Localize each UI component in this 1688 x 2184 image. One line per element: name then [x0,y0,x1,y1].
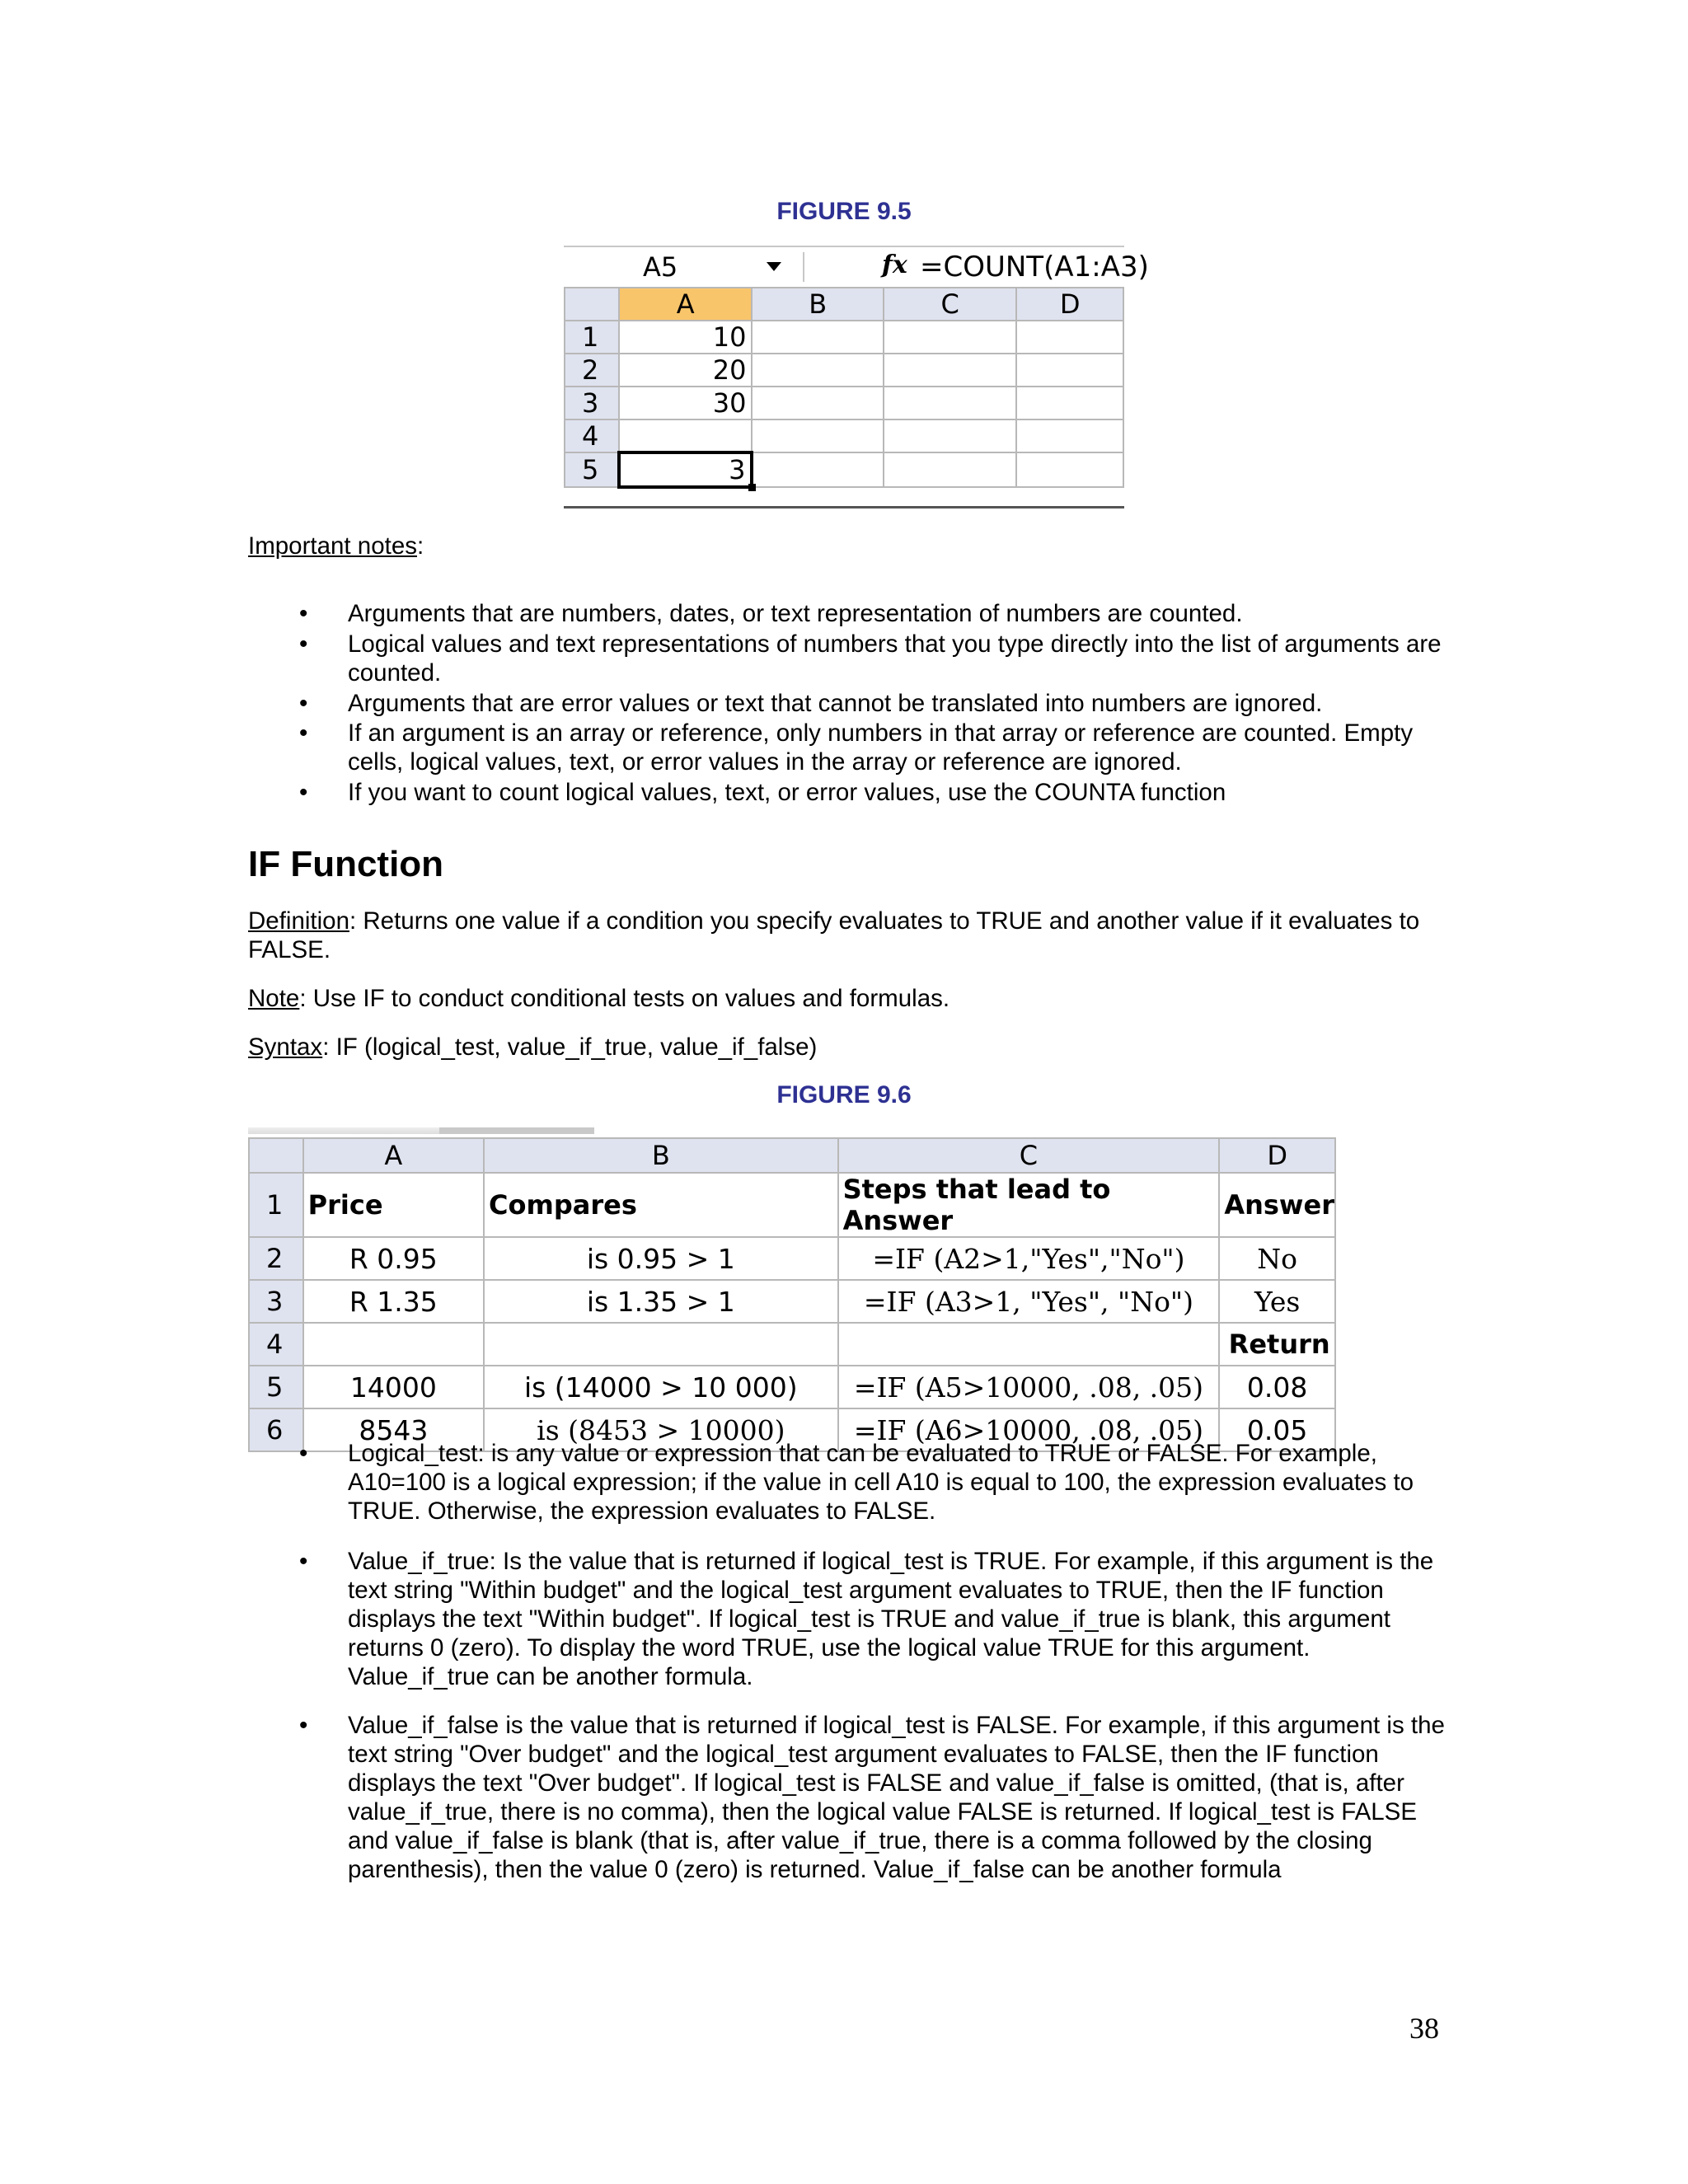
cell[interactable] [1016,387,1123,419]
row-header[interactable]: 3 [249,1280,303,1323]
cell[interactable] [1016,354,1123,387]
column-header-b[interactable]: B [752,288,883,321]
list-item-text: Value_if_false is the value that is returned if logical_test is FALSE. For example, if this argument is the text string "Over budget" and the logical_test argument evaluates to FALSE, then the IF function displays the text "Over budget". If logical_test is FALSE and value_if_false is omitted, (that is, after value_if_true, there is no comma), then the logical value FALSE is returned. If logical_test is FALSE and value_if_false is blank (that is, after value_if_true, there is a comma followed by the closing parenthesis), then the value 0 (zero) is returned. Value_if_false can be another formula [348,1712,1445,1883]
divider [803,252,804,282]
list-item-text: Logical values and text representations of numbers that you type directly into the list of arguments are counted. [348,630,1442,687]
column-header-b[interactable]: B [484,1138,838,1173]
figure-9-5-caption: FIGURE 9.5 [776,198,912,225]
note-label: Note [248,985,300,1012]
row-header[interactable]: 4 [565,419,619,452]
table-row [249,1237,1335,1280]
cell[interactable]: R 0.95 [303,1237,484,1280]
fx-icon[interactable]: fx [882,251,907,279]
column-header-c[interactable]: C [884,288,1016,321]
cell[interactable]: 0.08 [1219,1366,1335,1408]
cell[interactable] [752,387,883,419]
table-row [565,387,1123,419]
bullet-icon: • [299,600,308,627]
table-row [249,1366,1335,1408]
sheet-grid [564,287,1124,489]
cell[interactable] [752,321,883,354]
figure-9-6-caption: FIGURE 9.6 [776,1081,912,1108]
notes-label-text: Important notes [248,532,417,560]
corner-cell[interactable] [249,1138,303,1173]
figure-9-5-spreadsheet [564,246,1149,511]
column-header-d[interactable]: D [1016,288,1123,321]
row-header[interactable]: 5 [249,1366,303,1408]
cell[interactable]: Yes [1219,1280,1335,1323]
cell[interactable]: is (8453 > 10000) [484,1408,838,1451]
cell[interactable] [884,321,1016,354]
cell-a4[interactable] [619,419,753,452]
table-row [249,1280,1335,1323]
cell[interactable]: =IF (A5>10000, .08, .05) [838,1366,1220,1408]
cell[interactable]: 8543 [303,1408,484,1451]
list-item-text: If an argument is an array or reference, only numbers in that array or reference are counted. Empty cells, logical values, text, or error values in the array or reference are ignored. [348,719,1414,776]
table-row [565,452,1123,487]
bullet-icon: • [299,690,308,717]
cell[interactable] [303,1323,484,1366]
chevron-down-icon[interactable] [767,262,781,271]
cell[interactable] [1016,321,1123,354]
corner-cell[interactable] [565,288,619,321]
cell[interactable] [484,1323,838,1366]
bullet-icon: • [299,1712,308,1739]
cell[interactable] [884,452,1016,487]
page-number: 38 [1409,2012,1439,2045]
table-row [249,1323,1335,1366]
list-item-text: Arguments that are numbers, dates, or text representation of numbers are counted. [348,600,1243,627]
notes-label-colon: : [416,532,424,560]
cell[interactable]: Steps that lead to Answer [838,1173,1220,1237]
bullet-icon: • [299,630,308,658]
toolbar-strip [439,1127,594,1134]
table-row [249,1173,1335,1237]
syntax-text: : IF (logical_test, value_if_true, value_if_false) [322,1033,818,1061]
cell[interactable] [752,354,883,387]
definition-text: : Returns one value if a condition you specify evaluates to TRUE and another value if it evaluates to FALSE. [248,907,1420,963]
cell[interactable] [884,419,1016,452]
cell[interactable]: Price [303,1173,484,1237]
list-item-text: Arguments that are error values or text that cannot be translated into numbers are ignored. [348,690,1323,717]
cell[interactable]: is 0.95 > 1 [484,1237,838,1280]
cell[interactable] [1016,452,1123,487]
row-header[interactable]: 4 [249,1323,303,1366]
cell-value: 3 [729,454,746,485]
cell[interactable]: R 1.35 [303,1280,484,1323]
definition-paragraph [248,907,1451,964]
cell[interactable] [884,387,1016,419]
cell[interactable]: No [1219,1237,1335,1280]
cell[interactable]: =IF (A2>1,"Yes","No") [838,1237,1220,1280]
figure-9-6-spreadsheet [248,1127,1336,1446]
row-header[interactable]: 3 [565,387,619,419]
syntax-paragraph [248,1033,1451,1062]
bullet-icon: • [299,1440,308,1467]
cell[interactable]: Answer [1219,1173,1335,1237]
cell[interactable] [752,419,883,452]
cell[interactable] [838,1323,1220,1366]
list-item-text: If you want to count logical values, text, or error values, use the COUNTA function [348,779,1226,806]
cell[interactable]: =IF (A3>1, "Yes", "No") [838,1280,1220,1323]
formula-bar [564,246,1149,288]
bullet-icon: • [299,1548,308,1575]
cell-a1[interactable]: 10 [619,321,753,354]
cell-a5-active[interactable] [619,452,753,487]
name-box[interactable]: A5 [643,251,678,283]
cell[interactable] [884,354,1016,387]
row-header[interactable]: 6 [249,1408,303,1451]
cell[interactable]: 0.05 [1219,1408,1335,1451]
cell-a2[interactable]: 20 [619,354,753,387]
cell[interactable]: Return [1219,1323,1335,1366]
divider [564,506,1124,509]
list-item-text: Value_if_true: Is the value that is returned if logical_test is TRUE. For example, if this argument is the text string "Within budget" and the logical_test argument evaluates to TRUE, then the IF function displays the text "Within budget". If logical_test is TRUE and value_if_true is blank, this argument returns 0 (zero). To display the word TRUE, use the logical value TRUE for this argument. Value_if_true can be another formula. [348,1548,1434,1690]
cell[interactable]: is (14000 > 10 000) [484,1366,838,1408]
formula-input[interactable]: =COUNT(A1:A3) [920,251,1149,284]
cell-a3[interactable]: 30 [619,387,753,419]
column-header-d[interactable]: D [1219,1138,1335,1173]
cell[interactable]: =IF (A6>10000, .08, .05) [838,1408,1220,1451]
note-paragraph [248,984,1451,1013]
row-header[interactable]: 2 [249,1237,303,1280]
row-header[interactable]: 2 [565,354,619,387]
note-text: : Use IF to conduct conditional tests on values and formulas. [299,985,950,1012]
table-row [565,419,1123,452]
cell[interactable]: Compares [484,1173,838,1237]
syntax-label: Syntax [248,1033,323,1061]
column-header-a[interactable]: A [303,1138,484,1173]
list-item-text: Logical_test: is any value or expression that can be evaluated to TRUE or FALSE. For example, A10=100 is a logical expression; if the value in cell A10 is equal to 100, the expression evaluates to TRUE. Otherwise, the expression evaluates to FALSE. [348,1440,1414,1525]
notes-label [248,532,1451,560]
cell[interactable] [1016,419,1123,452]
table-row [565,354,1123,387]
row-header[interactable]: 1 [249,1173,303,1237]
cell[interactable]: 14000 [303,1366,484,1408]
cell[interactable]: is 1.35 > 1 [484,1280,838,1323]
section-heading: IF Function [248,844,444,884]
cell[interactable] [752,452,883,487]
fill-handle[interactable] [748,484,756,491]
column-header-c[interactable]: C [838,1138,1220,1173]
row-header[interactable]: 1 [565,321,619,354]
column-header-a[interactable]: A [619,288,753,321]
row-header[interactable]: 5 [565,452,619,487]
table-row [565,321,1123,354]
bullet-icon: • [299,779,308,806]
sheet-grid [248,1137,1336,1452]
bullet-icon: • [299,719,308,747]
definition-label: Definition [248,907,349,935]
